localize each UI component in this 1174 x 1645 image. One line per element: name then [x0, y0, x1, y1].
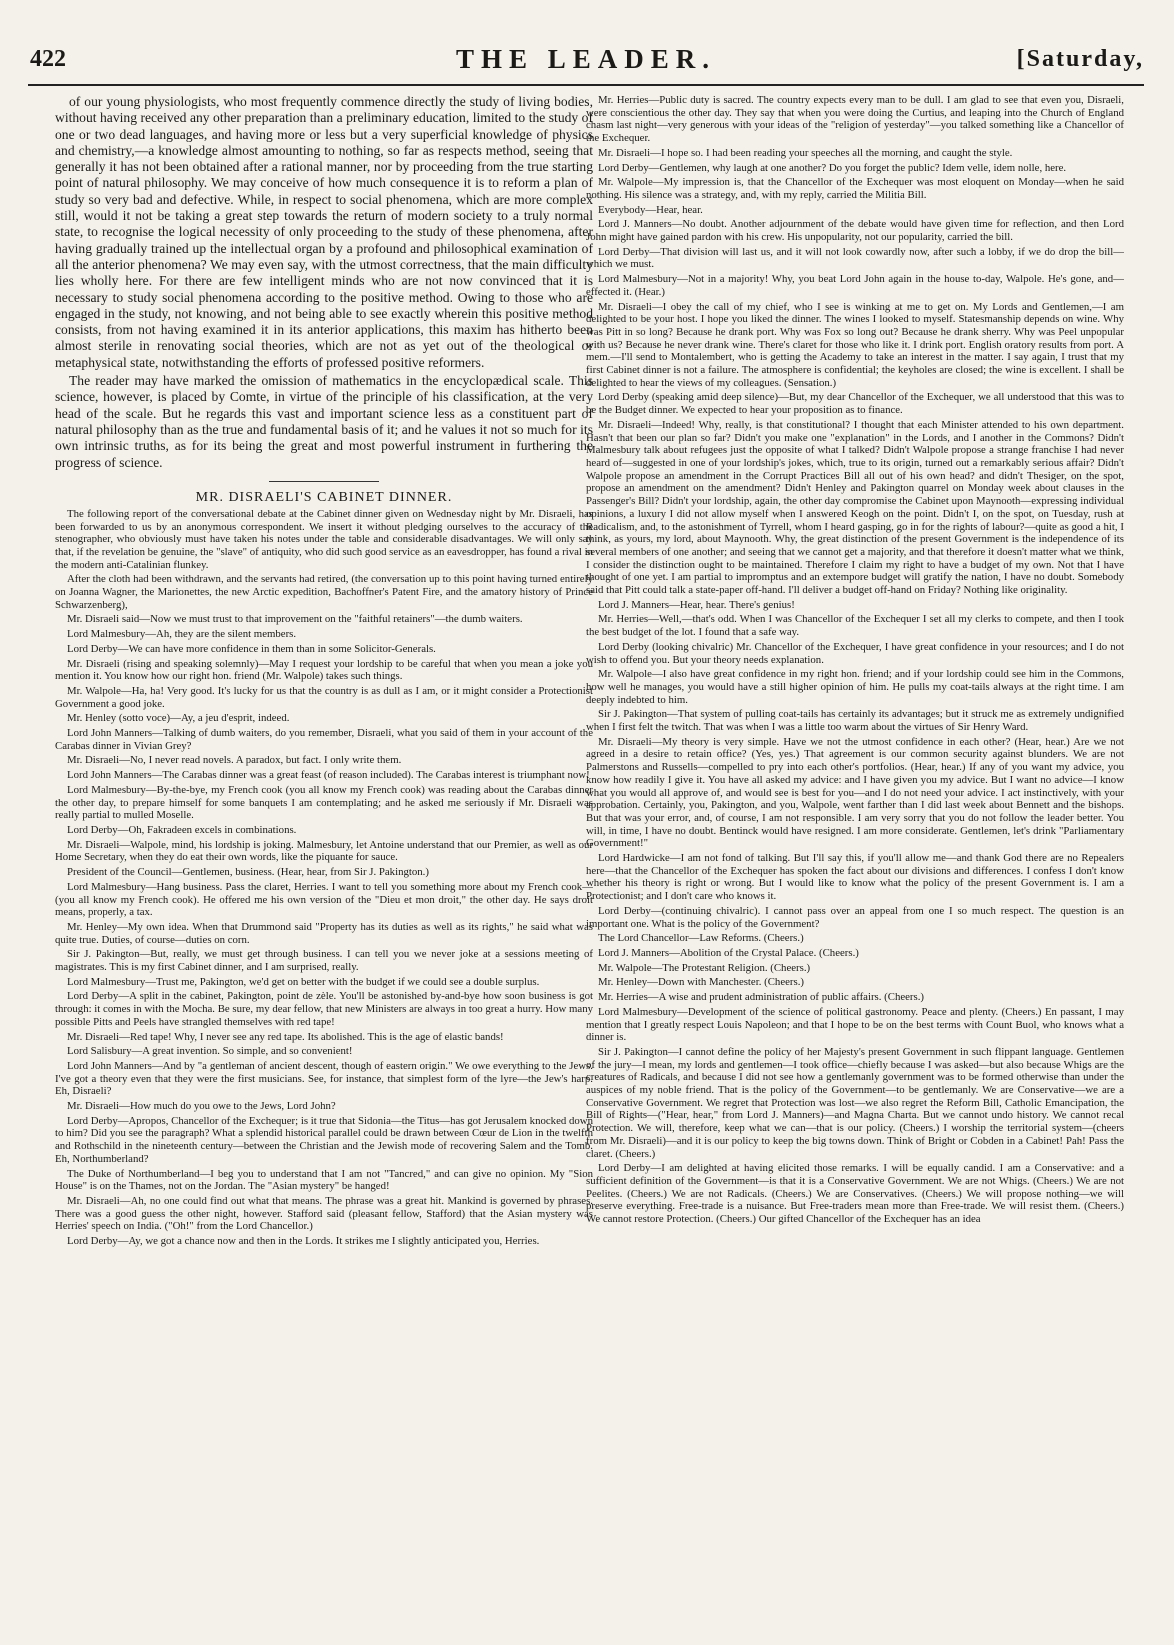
dialogue-paragraph: Mr. Herries—Well,—that's odd. When I was Chancellor of the Exchequer I set all my clerks to compete, and then I took the best budget of the lot. I found that a safe way.	[586, 613, 1124, 639]
dialogue-paragraph: Mr. Herries—Public duty is sacred. The country expects every man to be dull. I am glad to see that even you, Disraeli, were conscientious the other day. They say that when you were doing the Curtius, and leaping into the Church of England chasm last night—very generous with your ideas of the "religion of yesterday"—you talked something like a Chancellor of the Exchequer.	[586, 94, 1124, 145]
dialogue-paragraph: Sir J. Pakington—That system of pulling coat-tails has certainly its advantages; but it struck me as extremely undignified when I first felt the twitch. That was when I was a little too warm about the virtues of Sir Henry Ward.	[586, 708, 1124, 734]
left-column	[55, 94, 593, 1639]
dialogue-paragraph: Mr. Henley (sotto voce)—Ay, a jeu d'esprit, indeed.	[67, 712, 290, 725]
dialogue-paragraph: Lord Derby—Ay, we got a chance now and then in the Lords. It strikes me I slightly anticipated you, Herries.	[67, 1235, 540, 1248]
dialogue-paragraph: Lord Derby—That division will last us, and it will not look cowardly now, after such a lobby, if we do drop the bill—which we must.	[586, 245, 1124, 271]
dialogue-paragraph: Mr. Walpole—My impression is, that the Chancellor of the Exchequer was most eloquent on Monday—when he said nothing. His silence was a strategy, and, with my reply, carried the Militia Bill.	[586, 176, 1124, 201]
dialogue-paragraph: Lord Derby—Apropos, Chancellor of the Exchequer; is it true that Sidonia—the Titus—has got Jerusalem knocked down to him? Did you see the paragraph? What a splendid historical parallel could be drawn between Cœur de Lion in the twelfth and Rothschild in the nineteenth century—between the Christian and the Jewish mode of recovering Salem and the Tomb. Eh, Northumberland?	[55, 1114, 593, 1165]
dialogue-paragraph: Lord Derby—I am delighted at having elicited those remarks. I will be equally candid. I am a Conservative: and a sufficient definition of the Government—is that it is a Conservative Government. We are not Whigs. (Cheers.) We are not Peelites. (Cheers.) We are not Radicals. (Cheers.) We are Conservatives. (Cheers.) We will propose nothing—we will preserve everything. Free-trade is a nuisance. But Free-traders mean more than Free-trade. We will resist them. (Cheers.) We cannot restore Protection. (Cheers.) Our gifted Chancellor of the Exchequer has an idea	[586, 1162, 1124, 1226]
dialogue-paragraph: Lord Malmesbury—Trust me, Pakington, we'd get on better with the budget if we could see a double surplus.	[67, 975, 540, 988]
article-title: MR. DISRAELI'S CABINET DINNER.	[195, 489, 453, 505]
dialogue-paragraph: Mr. Disraeli—Red tape! Why, I never see any red tape. Its abolished. This is the age of elastic bands!	[67, 1030, 504, 1043]
header-rule	[28, 84, 1144, 86]
dialogue-paragraph: Lord J. Manners—No doubt. Another adjournment of the debate would have given time for reflection, and then Lord John might have gained pardon with his crew. His unpopularity, not our popularity, carried the bill.	[586, 218, 1124, 244]
dialogue-paragraph: Mr. Walpole—The Protestant Religion. (Cheers.)	[598, 961, 811, 974]
dateline: [Saturday,	[1016, 46, 1144, 72]
page-number: 422	[30, 46, 66, 72]
essay-text	[55, 94, 593, 471]
dialogue-paragraph: The following report of the conversational debate at the Cabinet dinner given on Wednesday night by Mr. Disraeli, has been forwarded to us by an anonymous correspondent. We insert it without pledging ourselves to the accuracy of the stenographer, who obviously must have taken his notes under the table and considerable disadvantages. We will only say that, if the revelation be genuine, the "slave" of antiquity, who did such good service as an eavesdropper, has found a rival in the modern anti-Catalinian flunkey.	[55, 507, 593, 571]
dialogue-paragraph: Lord Derby—Oh, Fakradeen excels in combinations.	[67, 824, 297, 836]
dialogue-paragraph: Lord John Manners—The Carabas dinner was a great feast (of reason included). The Carabas interest is triumphant now!	[67, 769, 590, 782]
dialogue-paragraph: Mr. Disraeli—No, I never read novels. A paradox, but fact. I only write them.	[67, 754, 402, 767]
dialogue-paragraph: Lord Malmesbury—Ah, they are the silent members.	[67, 628, 297, 641]
right-column	[586, 94, 1124, 1639]
dialogue-paragraph: Mr. Disraeli said—Now we must trust to that improvement on the "faithful retainers"—the dumb waiters.	[67, 613, 523, 626]
dialogue-paragraph: Mr. Disraeli (rising and speaking solemnly)—May I request your lordship to be careful that when you mean a joke you mention it. You know how our right hon. friend (Mr. Walpole) takes such things.	[55, 657, 593, 683]
essay-paragraph: The reader may have marked the omission of mathematics in the encyclopædical scale. This science, however, is placed by Comte, in virtue of the principle of his classification, at the very head of the scale. But he regards this vast and important science less as a constituent part of natural philosophy than as the true and fundamental basis of it; and he values it not so much for its own intrinsic truths, as for its being the great and most powerful instrument in furthering the progress of science.	[55, 373, 593, 470]
essay-paragraph: of our young physiologists, who most frequently commence directly the study of living bodies, without having received any other preparation than a preliminary education, limited to the study of one or two dead languages, and having more or less but a very superficial knowledge of physics and chemistry,—a knowledge almost amounting to nothing, so far as respects method, seeing that generally it has not been obtained after a rational manner, nor by proceeding from the true starting point of natural philosophy. We may conceive of how much consequence it is to reform a plan of study so very bad and defective. While, in respect to social phenomena, which are more complex still, would it not be taking a great step towards the return of modern society to a truly normal state, to recognise the logical necessity of only proceeding to the study of these phenomena, after having gradually trained up the intellectual organ by a profound and philosophical examination of all the anterior phenomena? We may even say, with the utmost correctness, that the main difficulty lies wholly here. For there are few intelligent minds who are not now convinced that it is necessary to study social phenomena according to the positive method. Owing to those who are engaged in the study, not knowing, and not being able to see exactly wherein this positive method consists, from not having examined it in its anterior applications, this maxim has hitherto been almost sterile in renovating social theories, which are not as yet out of the theological or metaphysical state, notwithstanding the efforts of professed positive reformers.	[55, 94, 593, 370]
dialogue-paragraph: Mr. Henley—Down with Manchester. (Cheers.)	[598, 976, 804, 989]
dialogue-paragraph: Lord Hardwicke—I am not fond of talking. But I'll say this, if you'll allow me—and thank God there are no Repealers here—that the Chancellor of the Exchequer has spoken the fact about our divisions and differences. I confess I don't know whether his theory is right or wrong. But I would like to know what the policy of the present Government is. I am a Protectionist; and I don't care who knows it.	[586, 852, 1124, 903]
dialogue-paragraph: Lord Salisbury—A great invention. So simple, and so convenient!	[67, 1045, 353, 1058]
page-header	[28, 40, 1144, 78]
dialogue-paragraph: Lord Derby (looking chivalric) Mr. Chancellor of the Exchequer, I have great confidence in your resources; and I do not wish to offend you. But your theory needs explanation.	[586, 640, 1124, 666]
dialogue-paragraph: Mr. Walpole—I also have great confidence in my right hon. friend; and if your lordship could see him in the Commons, how well he manages, you would have a still higher opinion of him. He pulls my coat-tails always at the right time. I am deeply indebted to him.	[586, 668, 1124, 706]
dialogue-paragraph: Lord Malmesbury—By-the-bye, my French cook (you all know my French cook) was reading about the Carabas dinner the other day, to prepare himself for some banquets I am contemplating; and he asked me seriously if Mr. Disraeli was really partial to mulled Moselle.	[55, 783, 593, 822]
dialogue-paragraph: Sir J. Pakington—But, really, we must get through business. I can tell you we never joke at a sessions meeting of magistrates. This is my first Cabinet dinner, and I am surprised, really.	[55, 948, 593, 974]
dialogue-paragraph: Lord Malmesbury—Not in a majority! Why, you beat Lord John again in the house to-day, Walpole. He's gone, and—effected it. (Hear.)	[586, 273, 1124, 298]
dialogue-paragraph: Mr. Henley—My own idea. When that Drummond said "Property has its duties as well as its rights," he said what was quite true. Duties, of course—duties on corn.	[55, 920, 593, 946]
dialogue-paragraph: Lord Derby (speaking amid deep silence)—But, my dear Chancellor of the Exchequer, we all understood that this was to be the Budget dinner. We expected to hear your proposition as to finance.	[586, 391, 1124, 417]
dialogue-paragraph: After the cloth had been withdrawn, and the servants had retired, (the conversation up to this point having turned entirely on Joanna Wagner, the Marionettes, the new Arctic expedition, Bachoffner's Patent Fire, and the amatory history of Prince Schwarzenberg),	[55, 573, 593, 611]
dialogue-paragraph: Everybody—Hear, hear.	[598, 203, 703, 216]
dinner-report-left	[55, 508, 593, 1248]
dialogue-paragraph: Lord Derby—We can have more confidence in them than in some Solicitor-Generals.	[67, 642, 436, 655]
dialogue-paragraph: Lord Malmesbury—Hang business. Pass the claret, Herries. I want to tell you something more about my French cook—(you all know my French cook). He offered me his own version of the "Dieu et mon droit," the other day. He says droit means, properly, a tax.	[55, 880, 593, 919]
dialogue-paragraph: Mr. Disraeli—Indeed! Why, really, is that constitutional? I thought that each Minister attended to his own department. Hasn't that been our plan so far? Didn't you make one "explanation" in the Lords, and I another in the Commons? Didn't Malmesbury talk about refugees just the opposite of what I talked? Didn't Walpole propose a strange franchise I had never heard of—suggested in one of your lordship's jokes, which, true to its origin, turned out a remarkably serious affair? Didn't Walpole propose an amendment in the Corrupt Practices Bill all out of his own head? and didn't Thesiger, on the spot, propose an amendment on the amendment? Didn't Henley and Pakington quarrel on Monday week about clauses in the Passenger's Bill? Didn't your lordship, again, the other day compromise the Cabinet upon Maynooth—expressing individual opinions, a luxury I did not allow myself when I answered Keogh on the point. Didn't I, on the spot, on Tuesday, rush at Radicalism, and, to the astonishment of Tyrrell, whom I heard gasping, go in for the rights of labour?—quite as good a hit, I think, as yours, my lord, about Maynooth. Why, the great distinction of the present Government is the independence of its several members of one another; and seeing that we cannot get a majority, and that therefore it doesn't matter what we think, I consider the distinction ought to be maintained. Therefore I claim my right to have a budget of my own. Not that I have thought of one yet. I am partial to impromptus and an extempore budget will gratify the nation, I have no doubt. Somebody said that Pitt could talk a state-paper off-hand. I'll deliver a budget off-hand on Friday? Nothing like originality.	[586, 418, 1124, 597]
dialogue-paragraph: Mr. Herries—A wise and prudent administration of public affairs. (Cheers.)	[598, 991, 925, 1004]
dialogue-paragraph: Sir J. Pakington—I cannot define the policy of her Majesty's present Government in such flippant language. Gentlemen of the jury—I mean, my lords and gentlemen—I took office—chiefly because I was asked—but also because Whigs are the creatures of Radicals, and because I did not see how a gentlemanly government was to be formed otherwise than under the auspices of my noble friend. That is the policy of the Government—to be gentlemanly. We are Conservative—we are a Conservative Government. We regret that Protection was lost—we also regret the Reform Bill, Catholic Emancipation, the Bill of Rights—("Hear, hear," from Lord J. Manners)—and Magna Charta. But we cannot undo history. We cannot recal Protection. We will, therefore, keep what we can—that is our policy. (Cheers.) I worship the territorial system—(cheers from Mr. Disraeli)—and it is our policy to keep the big towns down. Think of Bright or Cobden in a Cabinet! Pah! Pass the claret. (Cheers.)	[586, 1045, 1124, 1160]
dialogue-paragraph: President of the Council—Gentlemen, business. (Hear, hear, from Sir J. Pakington.)	[67, 866, 429, 879]
dialogue-paragraph: Mr. Disraeli—Ah, no one could find out what that means. The phrase was a great hit. Mankind is governed by phrases. There was a good guess the other night, however. Stafford said (pleasant fellow, Stafford) that the Asian mystery was Herries' speech on India. ("Oh!" from the Lord Chancellor.)	[55, 1194, 593, 1233]
dialogue-paragraph: Lord John Manners—And by "a gentleman of ancient descent, though of eastern origin." We owe everything to the Jews. I've got a theory even that they were the first musicians. See, for instance, that simplest form of the lyre—the Jew's harp. Eh, Disraeli?	[55, 1059, 593, 1098]
dialogue-paragraph: Lord John Manners—Talking of dumb waiters, do you remember, Disraeli, what you said of them in your account of the Carabas dinner in Vivian Grey?	[55, 727, 593, 752]
dialogue-paragraph: The Duke of Northumberland—I beg you to understand that I am not "Tancred," and can give no opinion. My "Sion House" is on the Thames, not on the Jordan. The "Asian mystery" be hanged!	[55, 1167, 593, 1193]
dialogue-paragraph: Lord J. Manners—Abolition of the Crystal Palace. (Cheers.)	[598, 947, 859, 959]
masthead: THE LEADER.	[455, 44, 717, 74]
dialogue-paragraph: Lord Derby—Gentlemen, why laugh at one another? Do you forget the public? Idem velle, idem nolle, here.	[598, 161, 1067, 174]
dialogue-paragraph: Mr. Disraeli—I hope so. I had been reading your speeches all the morning, and caught the style.	[598, 146, 1013, 159]
dialogue-paragraph: Mr. Disraeli—My theory is very simple. Have we not the utmost confidence in each other? (Hear, hear.) Are we not agreed in a desire to retain office? (Yes, yes.) That agreement is our common security against blunders. We are not Palmerstons and Russells—compelled to pry into each other's portfolios. (Hear, hear.) If any of you want my advice, you know how readily I give it. You have all asked my advice: and I have given you my advice. But I want no advice—I know what you would all approve of, and would see is best for you—and I do not need your advice. I act instinctively, with your approbation. Certainly, you, Pakington, and you, Walpole, went farther than I did last week about Bennett and the bishops. But that was your error, and, of course, I am not responsible. I am very sorry that you do not follow the leader better. You will, in time, I have no doubt. Bentinck would have resigned. I am more considerate. Gentlemen, let's drink "Parliamentary Government!"	[586, 735, 1124, 850]
dialogue-paragraph: Mr. Walpole—Ha, ha! Very good. It's lucky for us that the country is as dull as I am, or it might consider a Protectionist Government a good joke.	[55, 684, 593, 710]
dialogue-paragraph: Mr. Disraeli—I obey the call of my chief, who I see is winking at me to get on. My Lords and Gentlemen,—I am delighted to be your host. I hope you liked the dinner. The wines I looked to myself. Statesmanship depends on wine. Why was Pitt in so long? Because he drank port. Why was Fox so long out? Because he drank sherry. Why was Peel unpopular with us? Because he never drank wine. There's claret for those who like it. I drink port. English oratory results from port. A mem.—I'll send to Montalembert, who is getting the Academy to take an interest in the matter. I say again, I trust that my first Cabinet dinner is not a failure. The atmosphere is confidential; the keyholes are closed; the wine is excellent. I shall be delighted to hear the views of my colleagues. (Sensation.)	[586, 300, 1124, 389]
dialogue-paragraph: Mr. Disraeli—Walpole, mind, his lordship is joking. Malmesbury, let Antoine understand that our Premier, as well as our Home Secretary, when they do eat their own words, like the piquante for sauce.	[55, 838, 593, 864]
dialogue-paragraph: The Lord Chancellor—Law Reforms. (Cheers.)	[598, 932, 804, 945]
dinner-report-right	[586, 94, 1124, 1226]
section-divider	[269, 481, 379, 482]
dialogue-paragraph: Mr. Disraeli—How much do you owe to the Jews, Lord John?	[67, 1100, 336, 1113]
dialogue-paragraph: Lord Derby—(continuing chivalric). I cannot pass over an appeal from one I so much respect. The question is an important one. What is the policy of the Government?	[586, 904, 1124, 930]
dialogue-paragraph: Lord J. Manners—Hear, hear. There's genius!	[598, 598, 795, 611]
dialogue-paragraph: Lord Derby—A split in the cabinet, Pakington, point de zèle. You'll be astonished by-and-bye how soon business is got through: it comes in with the Mocha. Be sure, my dear fellow, that new Ministers are always in too great a hurry. How many possible Pitts and Peels have strangled themselves with red tape!	[55, 990, 593, 1028]
dialogue-paragraph: Lord Malmesbury—Development of the science of political gastronomy. Peace and plenty. (Cheers.) En passant, I may mention that I greatly respect Louis Napoleon; and that I hope to be on the best terms with Count Buol, who knows what a dinner is.	[586, 1005, 1124, 1044]
